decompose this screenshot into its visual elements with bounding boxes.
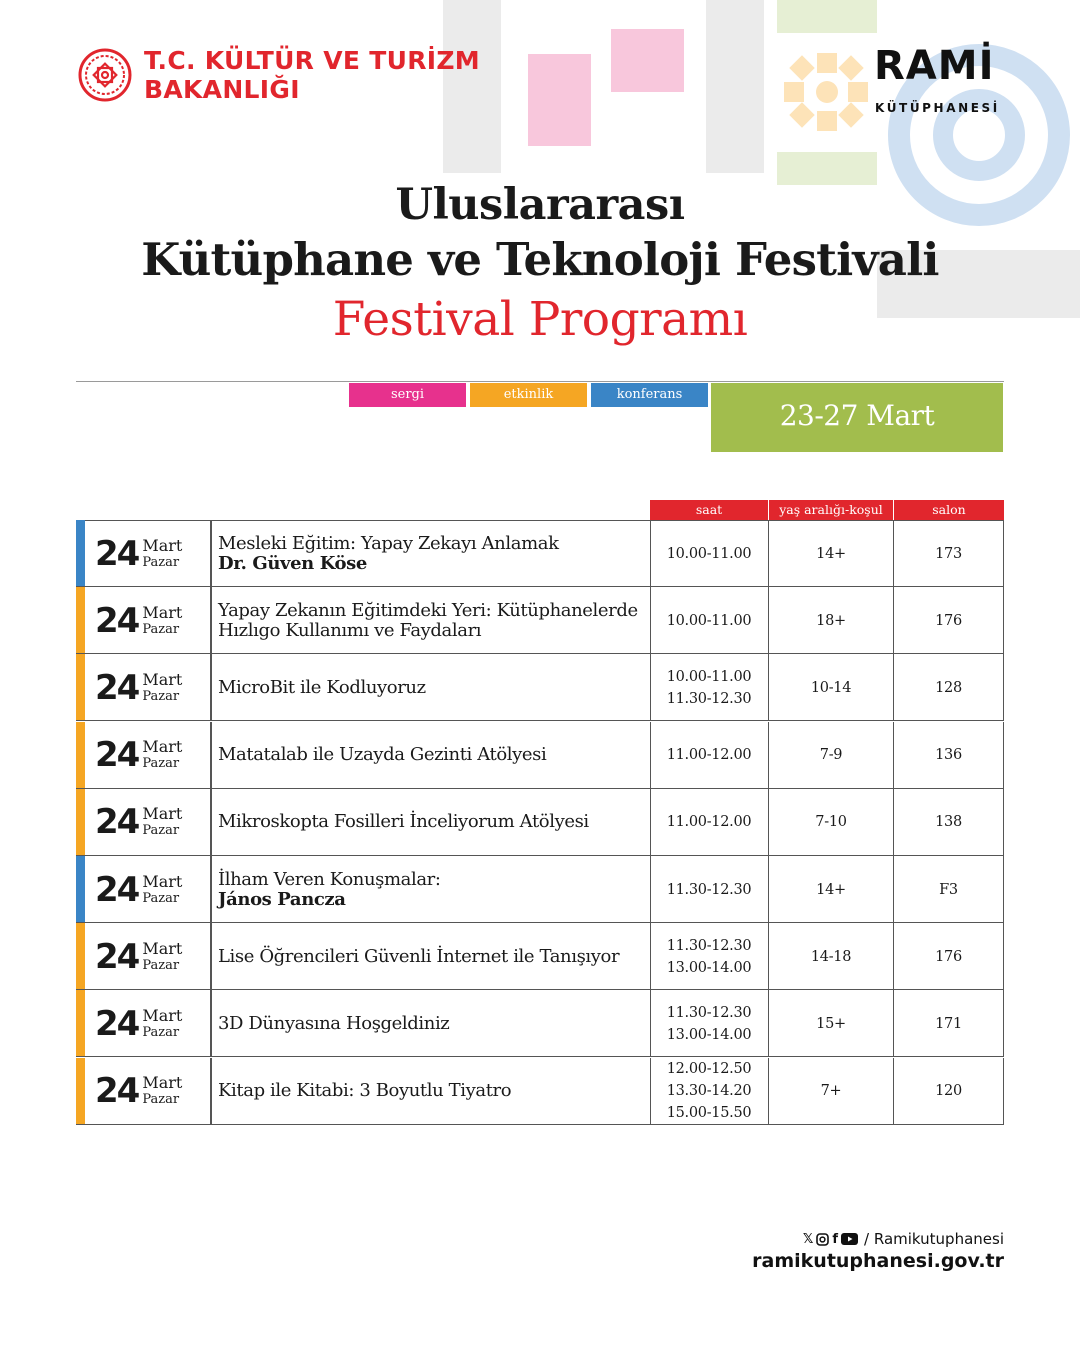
time-cell: [650, 923, 769, 990]
event-time: 11.30-12.30: [666, 881, 752, 898]
event-title: Mesleki Eğitim: Yapay Zekayı Anlamak: [218, 532, 559, 554]
date-cell: [85, 789, 211, 856]
table-row: [76, 856, 1004, 923]
event-weekday: Pazar: [142, 1092, 180, 1108]
divider-line: [76, 381, 1004, 382]
event-time: 10.00-11.00: [666, 612, 752, 629]
event-salon: 171: [935, 1015, 962, 1032]
time-cell: [650, 520, 769, 587]
event-time: 13.00-14.00: [666, 1026, 752, 1043]
salon-cell: [894, 654, 1004, 721]
event-age: 18+: [816, 612, 846, 629]
age-cell: [769, 856, 894, 923]
table-row: [76, 587, 1004, 654]
event-title: Mikroskopta Fosilleri İnceliyorum Atölyesi: [218, 811, 589, 833]
time-cell: [650, 856, 769, 923]
event-age: 7-10: [815, 814, 847, 831]
event-salon: 138: [935, 814, 962, 831]
event-cell: [211, 520, 651, 587]
time-cell: [650, 654, 769, 721]
title-program: Festival Programı: [332, 292, 748, 347]
date-cell: [85, 654, 211, 721]
event-type-marker: [76, 856, 85, 923]
event-salon: 176: [935, 948, 962, 965]
table-row: [76, 923, 1004, 990]
title-line1: Uluslararası: [395, 180, 685, 230]
age-cell: [769, 789, 894, 856]
time-cell: [650, 789, 769, 856]
decor-pink-square-2: [611, 29, 684, 92]
decor-grey-bar-2: [706, 0, 764, 173]
event-day: 24: [95, 1003, 139, 1044]
event-day: 24: [95, 600, 139, 641]
time-cell: [650, 1058, 769, 1125]
event-age: 7+: [820, 1083, 842, 1100]
event-month: Mart: [142, 871, 183, 891]
salon-cell: [894, 789, 1004, 856]
event-speaker: János Pancza: [218, 888, 346, 910]
event-month: Mart: [142, 1073, 183, 1093]
event-cell: [211, 722, 651, 789]
event-day: 24: [95, 667, 139, 708]
event-title: 3D Dünyasına Hoşgeldiniz: [218, 1012, 450, 1034]
header-yas: yaş aralığı-koşul: [769, 500, 893, 520]
event-age: 15+: [816, 1015, 846, 1032]
instagram-icon[interactable]: [816, 1233, 829, 1246]
event-title-line2: Hızlıgo Kullanımı ve Faydaları: [218, 619, 482, 641]
event-cell: [211, 856, 651, 923]
event-month: Mart: [142, 602, 183, 622]
event-month: Mart: [142, 804, 183, 824]
event-type-marker: [76, 789, 85, 856]
title-line2: Kütüphane ve Teknoloji Festivali: [141, 233, 939, 286]
event-time: 11.00-12.00: [666, 747, 752, 764]
event-time: 13.00-14.00: [666, 959, 752, 976]
age-cell: [769, 654, 894, 721]
event-cell: [211, 587, 651, 654]
event-day: 24: [95, 869, 139, 910]
table-row: [76, 520, 1004, 587]
date-cell: [85, 1058, 211, 1125]
time-cell: [650, 722, 769, 789]
date-cell: [85, 856, 211, 923]
event-salon: 136: [935, 747, 962, 764]
salon-cell: [894, 587, 1004, 654]
date-cell: [85, 722, 211, 789]
event-age: 10-14: [810, 679, 852, 696]
facebook-icon[interactable]: f: [832, 1231, 839, 1247]
time-cell: [650, 587, 769, 654]
event-time: 11.30-12.30: [666, 690, 752, 707]
decor-pink-square-1: [528, 54, 591, 146]
date-cell: [85, 990, 211, 1057]
event-time: 12.00-12.50: [666, 1061, 752, 1078]
ministry-emblem-icon: [78, 48, 132, 102]
table-row: [76, 1058, 1004, 1125]
event-month: Mart: [142, 737, 183, 757]
legend-konferans: konferans: [591, 383, 708, 407]
event-type-marker: [76, 1058, 85, 1125]
salon-cell: [894, 856, 1004, 923]
age-cell: [769, 722, 894, 789]
event-salon: 176: [935, 612, 962, 629]
event-weekday: Pazar: [142, 890, 180, 906]
ministry-name-line1: T.C. KÜLTÜR VE TURİZM: [144, 46, 480, 75]
event-title: MicroBit ile Kodluyoruz: [218, 676, 426, 698]
social-handle[interactable]: / Ramikutuphanesi: [864, 1230, 1004, 1248]
event-age: 14+: [816, 881, 846, 898]
event-title: Kitap ile Kitabi: 3 Boyutlu Tiyatro: [218, 1080, 512, 1102]
event-day: 24: [95, 735, 139, 776]
event-type-marker: [76, 923, 85, 990]
event-time: 15.00-15.50: [666, 1105, 752, 1122]
event-age: 14-18: [810, 948, 852, 965]
age-cell: [769, 1058, 894, 1125]
event-time: 11.00-12.00: [666, 814, 752, 831]
social-links: [803, 1230, 1004, 1248]
time-cell: [650, 990, 769, 1057]
event-cell: [211, 789, 651, 856]
event-day: 24: [95, 533, 139, 574]
table-row: [76, 654, 1004, 721]
legend-sergi: sergi: [349, 383, 466, 407]
date-cell: [85, 587, 211, 654]
rami-sun-icon: [780, 38, 870, 138]
event-month: Mart: [142, 938, 183, 958]
event-month: Mart: [142, 535, 183, 555]
event-weekday: Pazar: [142, 688, 180, 704]
salon-cell: [894, 1058, 1004, 1125]
salon-cell: [894, 722, 1004, 789]
rami-wordmark: RAMİ: [874, 43, 995, 89]
event-cell: [211, 990, 651, 1057]
event-age: 14+: [816, 545, 846, 562]
event-type-marker: [76, 722, 85, 789]
event-weekday: Pazar: [142, 1024, 180, 1040]
age-cell: [769, 990, 894, 1057]
age-cell: [769, 520, 894, 587]
event-salon: 120: [935, 1083, 962, 1100]
salon-cell: [894, 520, 1004, 587]
event-type-marker: [76, 654, 85, 721]
rami-subtitle: KÜTÜPHANESİ: [875, 101, 1000, 115]
event-weekday: Pazar: [142, 554, 180, 570]
decor-green-bar-1: [777, 0, 877, 33]
event-type-marker: [76, 520, 85, 587]
event-month: Mart: [142, 669, 183, 689]
ministry-name-line2: BAKANLIĞI: [144, 75, 300, 104]
event-time: 10.00-11.00: [666, 545, 752, 562]
date-cell: [85, 520, 211, 587]
event-weekday: Pazar: [142, 823, 180, 839]
event-cell: [211, 654, 651, 721]
event-month: Mart: [142, 1005, 183, 1025]
event-title: Lise Öğrencileri Güvenli İnternet ile Tanışıyor: [218, 945, 620, 967]
event-type-marker: [76, 587, 85, 654]
table-row: [76, 722, 1004, 789]
event-title: Yapay Zekanın Eğitimdeki Yeri: Kütüphanelerde: [218, 599, 638, 621]
event-time: 13.30-14.20: [666, 1083, 752, 1100]
age-cell: [769, 587, 894, 654]
event-time: 11.30-12.30: [666, 1004, 752, 1021]
age-cell: [769, 923, 894, 990]
row-border: [76, 1124, 1004, 1125]
salon-cell: [894, 990, 1004, 1057]
salon-cell: [894, 923, 1004, 990]
event-day: 24: [95, 1071, 139, 1112]
event-cell: [211, 1058, 651, 1125]
event-title: İlham Veren Konuşmalar:: [218, 868, 441, 890]
event-day: 24: [95, 936, 139, 977]
website-link[interactable]: ramikutuphanesi.gov.tr: [752, 1250, 1004, 1272]
event-title: Matatalab ile Uzayda Gezinti Atölyesi: [218, 744, 547, 766]
event-salon: 173: [935, 545, 962, 562]
event-cell: [211, 923, 651, 990]
event-day: 24: [95, 802, 139, 843]
event-time: 10.00-11.00: [666, 668, 752, 685]
header-salon: salon: [894, 500, 1004, 520]
event-speaker: Dr. Güven Köse: [218, 552, 367, 574]
event-type-marker: [76, 990, 85, 1057]
event-time: 11.30-12.30: [666, 937, 752, 954]
date-cell: [85, 923, 211, 990]
event-weekday: Pazar: [142, 756, 180, 772]
event-salon: 128: [935, 679, 962, 696]
header-saat: saat: [650, 500, 768, 520]
ministry-logo: [78, 46, 480, 104]
festival-dates: 23-27 Mart: [711, 383, 1003, 452]
event-salon: F3: [939, 881, 958, 898]
event-weekday: Pazar: [142, 621, 180, 637]
x-icon[interactable]: 𝕏: [802, 1231, 814, 1247]
table-row: [76, 990, 1004, 1057]
event-age: 7-9: [819, 747, 843, 764]
legend-etkinlik: etkinlik: [470, 383, 587, 407]
youtube-icon[interactable]: [841, 1233, 858, 1245]
table-row: [76, 789, 1004, 856]
event-weekday: Pazar: [142, 957, 180, 973]
